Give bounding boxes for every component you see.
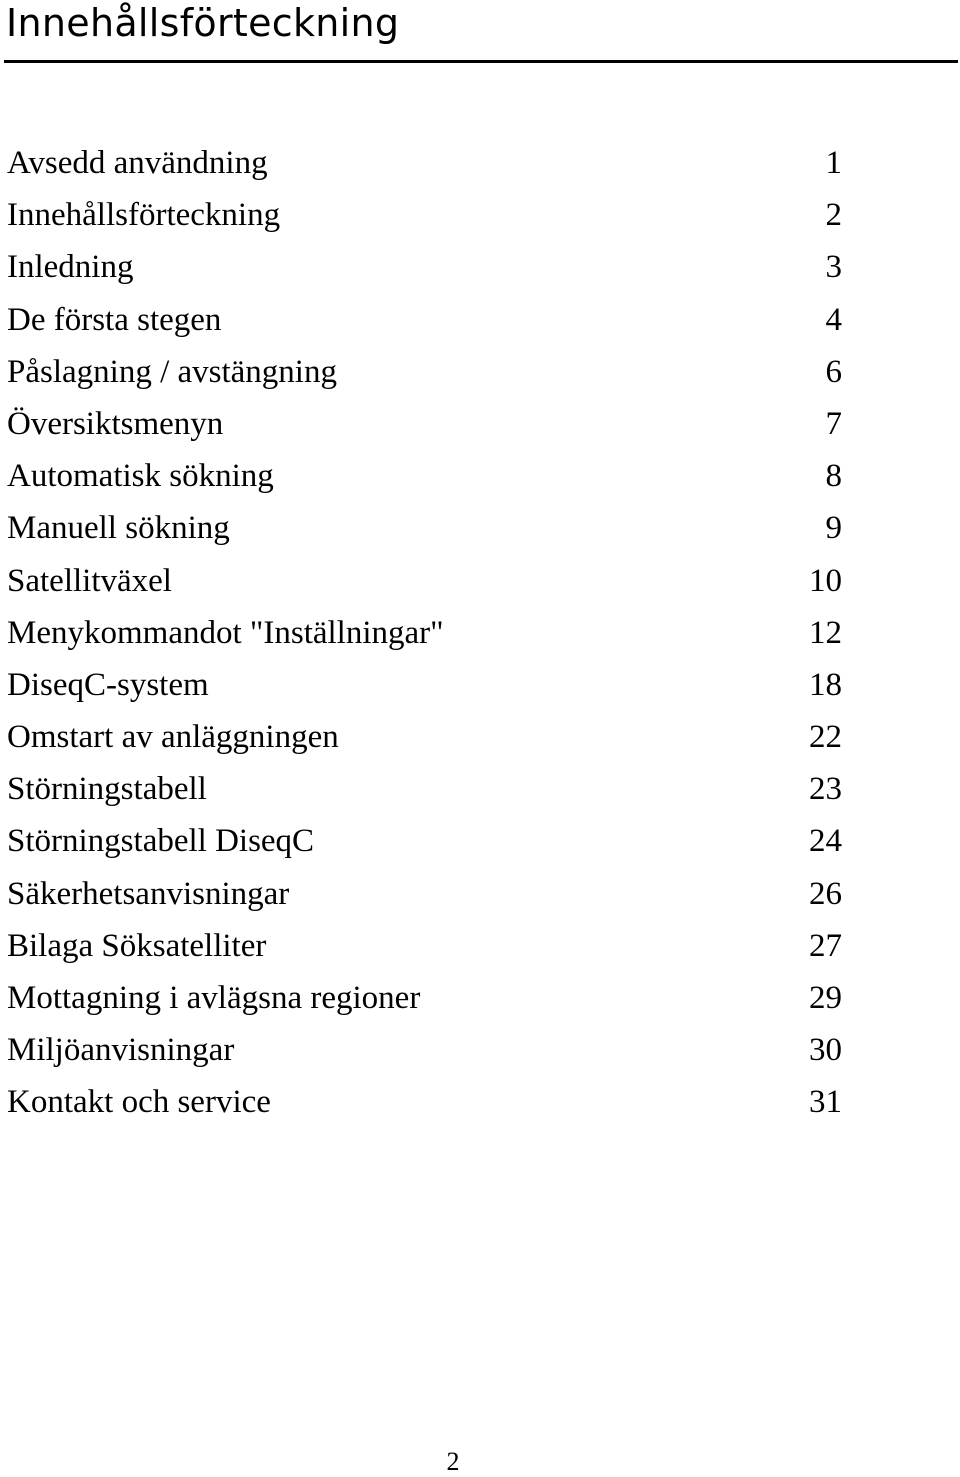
- toc-entry-label: Innehållsförteckning: [7, 197, 281, 234]
- toc-entry-page: 9: [825, 510, 842, 547]
- toc-entry[interactable]: [0, 1024, 960, 1076]
- toc-entry[interactable]: [0, 972, 960, 1024]
- toc-entry-page: 10: [809, 562, 842, 599]
- toc-entry[interactable]: [0, 189, 960, 241]
- page-number: 2: [446, 1447, 460, 1476]
- toc-entry-page: 24: [809, 823, 842, 860]
- toc-entry[interactable]: [0, 763, 960, 815]
- toc-entry[interactable]: [0, 137, 960, 189]
- toc-entry-label: Manuell sökning: [7, 510, 230, 547]
- toc-entry-page: 7: [825, 405, 842, 442]
- toc-entry-page: 4: [825, 301, 842, 338]
- toc-entry-label: Automatisk sökning: [7, 458, 274, 495]
- toc-entry-label: Menykommandot "Inställningar": [7, 614, 444, 651]
- toc-entry[interactable]: [0, 607, 960, 659]
- toc-entry-page: 26: [809, 875, 842, 912]
- toc-entry-page: 30: [809, 1032, 842, 1069]
- toc-entry-page: 23: [809, 771, 842, 808]
- table-of-contents: [0, 137, 960, 1129]
- toc-entry-label: Satellitväxel: [7, 562, 172, 599]
- toc-entry-label: Säkerhetsanvisningar: [7, 875, 290, 912]
- toc-entry-label: Påslagning / avstängning: [7, 353, 337, 390]
- toc-entry-page: 8: [825, 458, 842, 495]
- toc-entry-page: 29: [809, 980, 842, 1016]
- toc-entry[interactable]: [0, 1076, 960, 1128]
- toc-entry-label: Översiktsmenyn: [7, 405, 224, 442]
- toc-entry-page: 3: [825, 249, 842, 286]
- toc-entry-label: Mottagning i avlägsna regioner: [7, 980, 421, 1016]
- toc-entry[interactable]: [0, 815, 960, 867]
- toc-entry-page: 22: [809, 719, 842, 756]
- toc-entry[interactable]: [0, 241, 960, 293]
- page-title: Innehållsförteckning: [6, 1, 400, 45]
- toc-entry-page: 31: [809, 1084, 842, 1121]
- toc-entry-page: 6: [825, 353, 842, 390]
- toc-entry-page: 27: [809, 927, 842, 964]
- toc-entry-page: 12: [809, 614, 842, 651]
- toc-entry-label: Miljöanvisningar: [7, 1032, 235, 1069]
- toc-entry[interactable]: [0, 294, 960, 346]
- toc-entry-page: 1: [825, 145, 842, 181]
- toc-entry[interactable]: [0, 398, 960, 450]
- toc-entry-label: Bilaga Söksatelliter: [7, 927, 267, 964]
- toc-entry[interactable]: [0, 450, 960, 502]
- toc-entry[interactable]: [0, 711, 960, 763]
- toc-entry-label: Inledning: [7, 249, 134, 286]
- toc-entry[interactable]: [0, 659, 960, 711]
- toc-entry[interactable]: [0, 502, 960, 554]
- title-divider: [4, 60, 958, 63]
- toc-entry[interactable]: [0, 555, 960, 607]
- toc-entry-page: 2: [825, 197, 842, 234]
- toc-entry[interactable]: [0, 346, 960, 398]
- toc-entry[interactable]: [0, 920, 960, 972]
- toc-entry-label: Kontakt och service: [7, 1084, 271, 1121]
- toc-entry-label: Störningstabell DiseqC: [7, 823, 315, 860]
- toc-entry-label: DiseqC-system: [7, 666, 209, 703]
- toc-entry-label: Avsedd användning: [7, 145, 268, 181]
- toc-entry-page: 18: [809, 666, 842, 703]
- toc-entry-label: Omstart av anläggningen: [7, 719, 339, 756]
- toc-entry-label: Störningstabell: [7, 771, 207, 808]
- toc-entry-label: De första stegen: [7, 301, 222, 338]
- toc-entry[interactable]: [0, 868, 960, 920]
